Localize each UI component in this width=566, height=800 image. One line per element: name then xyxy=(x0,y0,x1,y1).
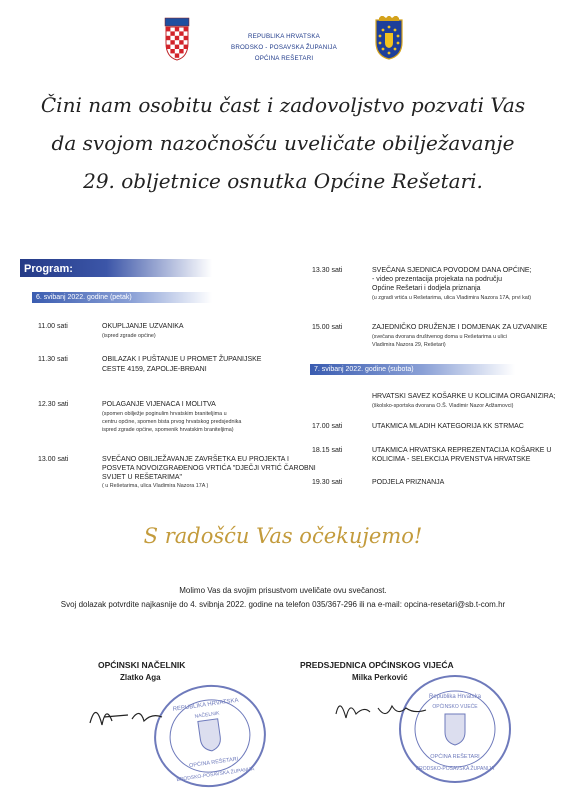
left-signatory-name: Zlatko Aga xyxy=(120,673,161,682)
event-detail: ( u Rešetarima, ulica Vladimira Nazora 17A ) xyxy=(102,483,209,489)
program-title: Program: xyxy=(24,263,73,275)
event-title: UTAKMICA HRVATSKA REPREZENTACIJA KOŠARKE U xyxy=(372,447,552,454)
event-item xyxy=(312,478,552,490)
note-line-1: Molimo Vas da svojim prisustvom uveličate ovu svečanost. xyxy=(179,586,387,595)
event-time: 15.00 sati xyxy=(312,324,343,331)
event-item xyxy=(312,392,556,414)
date-bar-day2 xyxy=(310,364,515,375)
event-item xyxy=(38,400,288,440)
croatian-coat-of-arms-icon xyxy=(164,17,190,61)
event-title: ZAJEDNIČKO DRUŽENJE I DOMJENAK ZA UZVANIKE xyxy=(372,324,548,331)
event-title-line-2: - video prezentacija projekata na području xyxy=(372,276,502,283)
event-title-line-2: CESTE 4159, ZAPOLJE-BRĐANI xyxy=(102,366,207,373)
event-time: 19.30 sati xyxy=(312,479,343,486)
event-title: POLAGANJE VIJENACA I MOLITVA xyxy=(102,401,216,408)
event-detail: (školsko-sportska dvorana O.Š. Vladimir Nazor Adžamovci) xyxy=(372,403,514,409)
header-line-2: BRODSKO - POSAVSKA ŽUPANIJA xyxy=(231,44,337,51)
event-time: 13.30 sati xyxy=(312,267,343,274)
event-detail: ispred zgrade općine, spomenik hrvatskim braniteljima) xyxy=(102,427,234,433)
date-bar-day1 xyxy=(32,292,212,303)
invitation-line-3: 29. obljetnice osnutka Općine Rešetari. xyxy=(83,169,483,193)
invitation-line-1: Čini nam osobitu čast i zadovoljstvo pozvati Vas xyxy=(40,93,526,117)
header-line-1: REPUBLIKA HRVATSKA xyxy=(247,33,321,40)
event-title: OKUPLJANJE UZVANIKA xyxy=(102,323,184,330)
event-time: 11.30 sati xyxy=(38,356,68,363)
event-item xyxy=(38,455,316,497)
event-title: OBILAZAK I PUŠTANJE U PROMET ŽUPANIJSKE xyxy=(102,356,262,363)
svg-text:NAČELNIK: NAČELNIK xyxy=(194,710,220,720)
invitation-line-2: da svojom nazočnošću uveličate obilježavanje xyxy=(51,131,515,155)
event-time: 13.00 sati xyxy=(38,456,69,463)
event-time: 11.00 sati xyxy=(38,323,68,330)
header-line-3: OPĆINA REŠETARI xyxy=(254,55,314,62)
rsvp-note xyxy=(20,584,546,612)
program-heading-bar xyxy=(20,259,212,277)
svg-text:BRODSKO-POSAVSKA ŽUPANIJA: BRODSKO-POSAVSKA ŽUPANIJA xyxy=(415,766,495,772)
event-title: HRVATSKI SAVEZ KOŠARKE U KOLICIMA ORGANIZIRA; xyxy=(372,393,556,400)
date-day1: 6. svibanj 2022. godine (petak) xyxy=(36,294,132,301)
svg-text:BRODSKO-POSAVSKA ŽUPANIJA: BRODSKO-POSAVSKA ŽUPANIJA xyxy=(176,766,255,784)
event-title: SVEČANO OBILJEŽAVANJE ZAVRŠETKA EU PROJEKTA I xyxy=(102,456,289,463)
event-item xyxy=(38,322,288,344)
county-coat-of-arms-icon xyxy=(374,16,404,60)
event-item xyxy=(38,355,288,377)
event-title: PODJELA PRIZNANJA xyxy=(372,479,445,486)
left-signatory-title: OPĆINSKI NAČELNIK xyxy=(98,660,186,670)
svg-text:REPUBLIKA HRVATSKA: REPUBLIKA HRVATSKA xyxy=(172,697,239,713)
event-item xyxy=(312,323,552,355)
event-time: 17.00 sati xyxy=(312,423,343,430)
event-title-line-3: Općine Rešetari i dodjela priznanja xyxy=(372,285,481,292)
svg-text:OPĆINA REŠETARI: OPĆINA REŠETARI xyxy=(430,754,480,760)
event-item xyxy=(312,446,552,466)
closing-text: S radošću Vas očekujemo! xyxy=(143,524,423,548)
event-detail: (spomen obilježje poginulim hrvatskim braniteljima u xyxy=(102,411,227,417)
event-detail: Vladimira Nazora 29, Rešetari) xyxy=(372,342,446,348)
event-detail: centru općine, spomen bista prvog hrvatskog predsjednika xyxy=(102,419,242,425)
event-title: SVEČANA SJEDNICA POVODOM DANA OPĆINE; xyxy=(372,267,532,274)
event-title-line-3: SVIJET U REŠETARIMA" xyxy=(102,474,183,481)
event-title: UTAKMICA MLADIH KATEGORIJA KK STRMAC xyxy=(372,423,524,430)
svg-text:OPĆINA REŠETARI: OPĆINA REŠETARI xyxy=(188,756,239,770)
right-signatory-title: PREDSJEDNICA OPĆINSKOG VIJEĆA xyxy=(300,660,454,670)
right-handwritten-signature xyxy=(330,690,450,730)
event-time: 18.15 sati xyxy=(312,447,343,454)
right-signatory-name: Milka Perković xyxy=(352,673,408,682)
event-time: 12.30 sati xyxy=(38,401,69,408)
event-title-line-2: KOLICIMA - SELEKCIJA PRVENSTVA HRVATSKE xyxy=(372,456,531,463)
date-day2: 7. svibanj 2022. godine (subota) xyxy=(314,366,414,373)
svg-text:OPĆINSKO VIJEĆE: OPĆINSKO VIJEĆE xyxy=(432,704,478,710)
event-detail: (svečana dvorana društvenog doma u Rešetarima u ulici xyxy=(372,334,507,340)
header-text xyxy=(228,31,340,64)
left-handwritten-signature xyxy=(82,695,192,735)
event-title-line-2: POSVETA NOVOIZGRAĐENOG VRTIĆA "DJEČJI VRTIĆ ČAROBNI xyxy=(102,465,316,472)
event-item xyxy=(312,266,552,312)
event-item xyxy=(312,422,552,434)
event-detail: (u zgradi vrtića u Rešetarima, ulica Vladimira Nazora 17A, prvi kat) xyxy=(372,295,532,301)
svg-text:Republika Hrvatska: Republika Hrvatska xyxy=(428,694,482,700)
note-line-2: Svoj dolazak potvrdite najkasnije do 4. svibnja 2022. godine na telefon 035/367-296 ili na e-mail: opcina-resetari@sb.t-com.hr xyxy=(60,600,506,609)
event-detail: (ispred zgrade općine) xyxy=(102,333,156,339)
invitation-text xyxy=(20,86,546,200)
